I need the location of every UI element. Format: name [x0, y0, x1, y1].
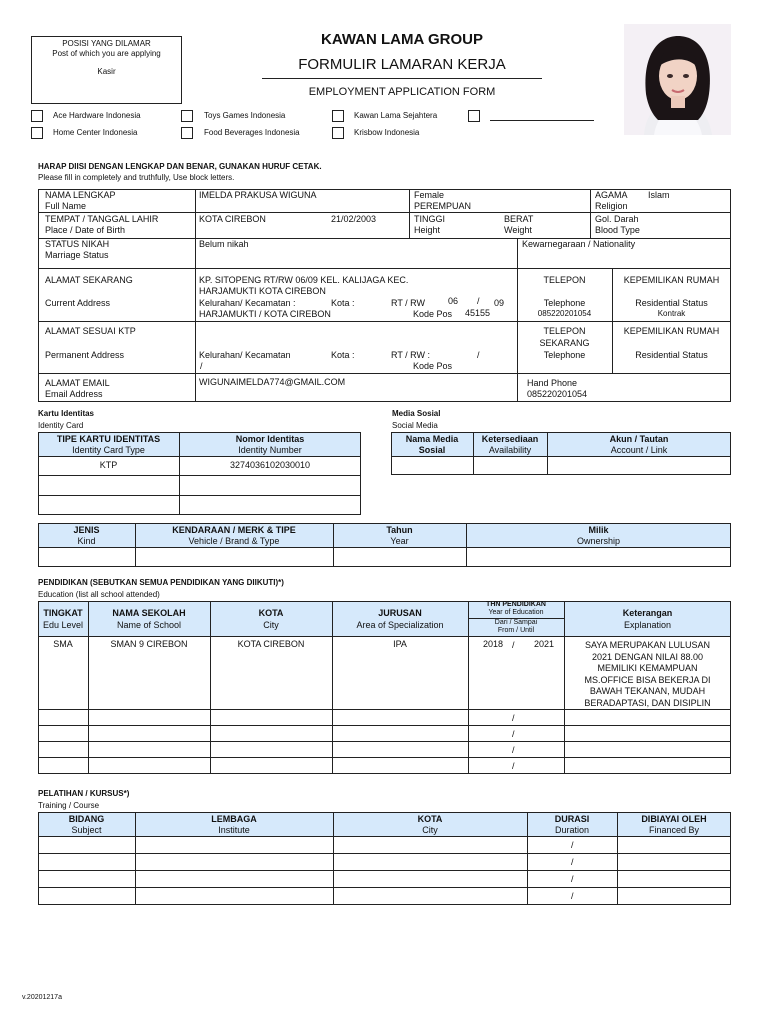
ktp-slash-rtrw: / [477, 350, 480, 360]
ktp-ownership-label-en: Residential Status [635, 350, 708, 360]
education-note-line2[interactable]: 2021 DENGAN NILAI 88.00 [591, 651, 704, 662]
religion-label-en: Religion [595, 201, 628, 211]
education-col6-id: Keterangan [622, 608, 673, 618]
position-label-id: POSISI YANG DILAMAR [62, 39, 151, 48]
version-label: v.20201217a [22, 994, 62, 1001]
position-label-en: Post of which you are applying [52, 49, 161, 58]
identity-type-value[interactable]: KTP [99, 460, 118, 470]
ownership-value[interactable]: Kontrak [657, 309, 686, 318]
portrait-image [624, 24, 731, 135]
handphone-value[interactable]: 085220201054 [527, 389, 588, 399]
training-title-id: PELATIHAN / KURSUS*) [38, 789, 130, 798]
social-title-en: Social Media [392, 421, 438, 430]
ktp-kodepos-label: Kode Pos [413, 361, 453, 371]
gender-id[interactable]: PEREMPUAN [414, 201, 472, 211]
education-from-value[interactable]: 2018 [483, 639, 504, 649]
blood-label-id: Gol. Darah [595, 214, 639, 224]
education-note-line5[interactable]: BAWAH TEKANAN, MUDAH [589, 686, 706, 696]
checkbox-ace-hardware[interactable] [31, 110, 43, 122]
ktp-kota-label: Kota : [331, 350, 355, 360]
weight-label-id: BERAT [504, 214, 534, 224]
vehicle-col3-id: Tahun [386, 525, 413, 535]
company-toys-games: Toys Games Indonesia [204, 111, 286, 120]
education-empty-slash: / [512, 761, 515, 771]
education-title-id: PENDIDIKAN (SEBUTKAN SEMUA PENDIDIKAN YANG DIIKUTI)*) [38, 578, 284, 587]
ktp-ownership-label-id: KEPEMILIKAN RUMAH [623, 326, 720, 336]
training-title-en: Training / Course [38, 801, 100, 810]
birth-label-en: Place / Date of Birth [45, 225, 126, 235]
education-col2-en: Name of School [116, 620, 182, 630]
birth-label-id: TEMPAT / TANGGAL LAHIR [45, 214, 159, 224]
ktp-address-label-en: Permanent Address [45, 350, 125, 360]
telephone-label-id: TELEPON [543, 275, 586, 285]
address-label-id: ALAMAT SEKARANG [45, 275, 133, 285]
ownership-label-id: KEPEMILIKAN RUMAH [623, 275, 720, 285]
title-underline [262, 78, 542, 79]
height-label-id: TINGGI [414, 214, 445, 224]
applicant-photo [624, 24, 731, 135]
address-line2[interactable]: HARJAMUKTI KOTA CIREBON [199, 286, 326, 296]
training-col1-id: BIDANG [68, 814, 105, 824]
ktp-telephone-label-en: Telephone [543, 350, 586, 360]
education-note-line6[interactable]: BERADAPTASI, DAN DISIPLIN [584, 697, 711, 708]
ktp-kel-label: Kelurahan/ Kecamatan [199, 350, 291, 360]
address-line3[interactable]: HARJAMUKTI / KOTA CIREBON [199, 309, 331, 319]
company-krisbow: Krisbow Indonesia [354, 128, 420, 137]
education-city-value[interactable]: KOTA CIREBON [237, 639, 305, 649]
religion-label-id: AGAMA [595, 190, 628, 200]
checkbox-krisbow[interactable] [332, 127, 344, 139]
company-name: KAWAN LAMA GROUP [321, 31, 483, 48]
education-empty-slash: / [512, 729, 515, 739]
company-kawan-lama-sejahtera: Kawan Lama Sejahtera [354, 111, 438, 120]
height-label-en: Height [414, 225, 441, 235]
name-label-id: NAMA LENGKAP [45, 190, 116, 200]
education-col5-sub-id: Dari / Sampai [494, 619, 538, 626]
education-note-line3[interactable]: MEMILIKI KEMAMPUAN [597, 663, 698, 673]
address-line1[interactable]: KP. SITOPENG RT/RW 06/09 KEL. KALIJAGA KEC. [199, 275, 409, 285]
ktp-slash-kel: / [200, 361, 203, 371]
vehicle-col4-en: Ownership [576, 536, 621, 546]
position-value[interactable]: Kasir [97, 67, 116, 76]
education-col5-en: Year of Education [488, 609, 544, 616]
education-note-line1[interactable]: SAYA MERUPAKAN LULUSAN [584, 640, 711, 650]
blood-label-en: Blood Type [595, 225, 640, 235]
checkbox-other-company[interactable] [468, 110, 480, 122]
email-label-en: Email Address [45, 389, 103, 399]
education-title-en: Education (list all school attended) [38, 590, 160, 599]
form-subtitle: EMPLOYMENT APPLICATION FORM [308, 86, 496, 98]
training-col3-en: City [422, 825, 438, 835]
email-value[interactable]: WIGUNAIMELDA774@GMAIL.COM [199, 377, 346, 387]
education-empty-slash: / [512, 713, 515, 723]
education-empty-slash: / [512, 745, 515, 755]
training-col5-id: DIBIAYAI OLEH [641, 814, 707, 824]
identity-col1-en: Identity Card Type [72, 445, 145, 455]
training-col2-en: Institute [218, 825, 250, 835]
identity-title-en: Identity Card [38, 421, 84, 430]
education-note-line4[interactable]: MS.OFFICE BISA BEKERJA DI [584, 674, 711, 685]
company-home-center: Home Center Indonesia [53, 128, 138, 137]
training-col2-id: LEMBAGA [211, 814, 257, 824]
social-title-id: Media Sosial [392, 409, 441, 418]
checkbox-food-beverages[interactable] [181, 127, 193, 139]
email-label-id: ALAMAT EMAIL [45, 378, 110, 388]
marital-value[interactable]: Belum nikah [199, 239, 249, 249]
address-kota-label: Kota : [331, 298, 355, 308]
marital-label-id: STATUS NIKAH [45, 239, 110, 249]
social-col1-id: Nama Media [405, 434, 459, 444]
identity-number-value[interactable]: 3274036102030010 [229, 460, 311, 470]
company-ace-hardware: Ace Hardware Indonesia [53, 111, 141, 120]
telephone-value[interactable]: 085220201054 [537, 309, 592, 318]
vehicle-col2-en: Vehicle / Brand & Type [188, 536, 280, 546]
education-col4-en: Area of Specialization [356, 620, 444, 630]
address-slash: / [477, 296, 480, 306]
education-col4-id: JURUSAN [378, 608, 422, 618]
training-col3-id: KOTA [417, 814, 443, 824]
vehicle-col1-id: JENIS [73, 525, 100, 535]
full-name-value[interactable]: IMELDA PRAKUSA WIGUNA [199, 190, 317, 200]
training-empty-slash: / [571, 857, 574, 867]
social-col3-en: Account / Link [610, 445, 668, 455]
address-label-en: Current Address [45, 298, 111, 308]
address-kodepos[interactable]: 45155 [465, 308, 491, 318]
education-col5-id: THN PENDIDIKAN [486, 601, 546, 608]
handphone-label: Hand Phone [527, 378, 578, 388]
education-level-value[interactable]: SMA [53, 639, 73, 649]
birth-date-value[interactable]: 21/02/2003 [331, 214, 377, 224]
training-empty-slash: / [571, 891, 574, 901]
education-col6-en: Explanation [623, 620, 672, 630]
address-rtrw-label: RT / RW [391, 298, 426, 308]
company-food-beverages: Food Beverages Indonesia [204, 128, 300, 137]
birth-place-value[interactable]: KOTA CIREBON [199, 214, 266, 224]
education-until-value[interactable]: 2021 [534, 639, 555, 649]
training-col5-en: Financed By [648, 825, 700, 835]
ktp-rtrw-label: RT / RW : [391, 350, 431, 360]
education-col3-id: KOTA [258, 608, 284, 618]
social-col3-id: Akun / Tautan [609, 434, 669, 444]
training-empty-slash: / [571, 874, 574, 884]
training-empty-slash: / [571, 840, 574, 850]
instruction-id: HARAP DIISI DENGAN LENGKAP DAN BENAR, GUNAKAN HURUF CETAK. [38, 162, 322, 171]
education-col2-id: NAMA SEKOLAH [112, 608, 186, 618]
vehicle-col4-id: Milik [588, 525, 609, 535]
ktp-address-label-id: ALAMAT SESUAI KTP [45, 326, 136, 336]
identity-title-id: Kartu Identitas [38, 409, 95, 418]
ownership-label-en: Residential Status [635, 298, 708, 308]
nationality-label: Kewarnegaraan / Nationality [522, 239, 636, 249]
social-col2-en: Availability [488, 445, 532, 455]
education-major-value[interactable]: IPA [393, 639, 407, 649]
vehicle-col2-id: KENDARAAN / MERK & TIPE [172, 525, 296, 535]
telephone-label-en: Telephone [543, 298, 586, 308]
weight-label-en: Weight [504, 225, 532, 235]
religion-value[interactable]: Islam [648, 190, 670, 200]
training-col1-en: Subject [71, 825, 102, 835]
vehicle-col1-en: Kind [77, 536, 96, 546]
address-rt[interactable]: 06 [448, 296, 459, 306]
training-col4-en: Duration [554, 825, 590, 835]
education-school-value[interactable]: SMAN 9 CIREBON [110, 639, 188, 649]
other-company-line[interactable] [490, 120, 594, 121]
education-col5-sub-en: From / Until [497, 627, 535, 634]
social-col2-id: Ketersediaan [481, 434, 539, 444]
gender-en[interactable]: Female [414, 190, 445, 200]
ktp-telephone-label-2: SEKARANG [539, 338, 590, 348]
education-col3-en: City [263, 620, 279, 630]
training-col4-id: DURASI [554, 814, 590, 824]
name-label-en: Full Name [45, 201, 87, 211]
vehicle-col3-en: Year [390, 536, 409, 546]
form-title: FORMULIR LAMARAN KERJA [298, 56, 506, 73]
identity-col2-en: Identity Number [238, 445, 302, 455]
address-kodepos-label: Kode Pos [413, 309, 453, 319]
education-col1-id: TINGKAT [43, 608, 83, 618]
social-col1-en: Sosial [418, 445, 446, 455]
ktp-telephone-label-1: TELEPON [543, 326, 586, 336]
identity-col2-id: Nomor Identitas [235, 434, 305, 444]
education-year-slash: / [512, 640, 515, 650]
checkbox-toys-games[interactable] [181, 110, 193, 122]
address-kel-label: Kelurahan/ Kecamatan : [199, 298, 296, 308]
address-rw[interactable]: 09 [494, 298, 505, 308]
marital-label-en: Marriage Status [45, 250, 109, 260]
instruction-en: Please fill in completely and truthfully, Use block letters. [38, 173, 235, 182]
checkbox-kawan-lama-sejahtera[interactable] [332, 110, 344, 122]
checkbox-home-center[interactable] [31, 127, 43, 139]
identity-col1-id: TIPE KARTU IDENTITAS [56, 434, 161, 444]
education-col1-en: Edu Level [42, 620, 84, 630]
